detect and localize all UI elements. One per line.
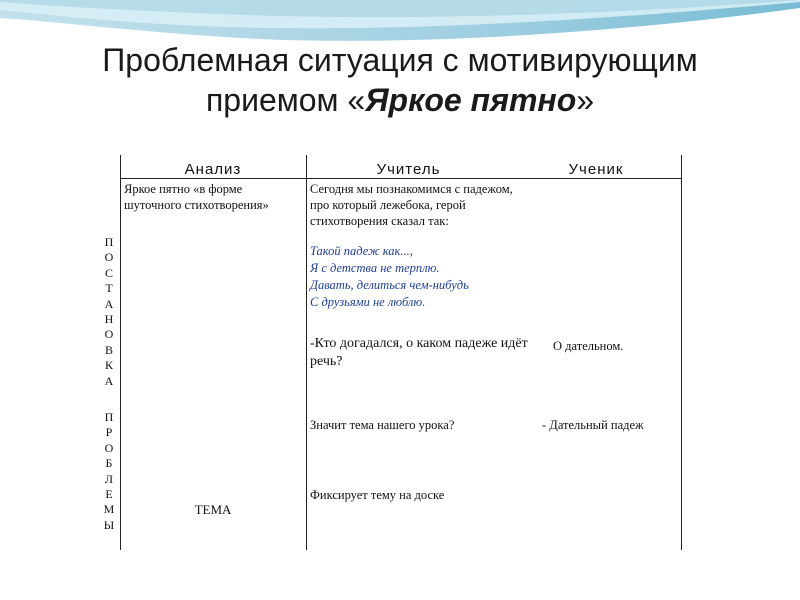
title-prefix: приемом « [205,82,366,118]
title-line-1: Проблемная ситуация с мотивирующим [102,42,698,78]
student-answer-case: О дательном. [553,339,624,353]
teacher-question-case: -Кто догадался, о каком падеже идёт речь? [310,336,528,369]
teacher-poem [310,243,560,311]
teacher-question-theme: Значит тема нашего урока? [310,418,455,432]
poem-line: Давать, делиться чем-нибудь [310,278,469,292]
table-header-divider [120,178,681,179]
analysis-bright-spot: Яркое пятно «в форме шуточного стихотворения» [124,182,269,212]
student-answer-theme: - Дательный падеж [542,418,644,432]
title-suffix: » [576,82,595,118]
lesson-table [96,155,682,550]
header-analysis: Анализ [184,161,242,178]
table-divider [681,155,682,550]
table-divider [306,155,307,550]
poem-line: Я с детства не терплю. [310,261,440,275]
poem-line: С друзьями не люблю. [310,295,426,309]
header-teacher: Учитель [376,161,441,178]
stage-label-problem: П Р О Б Л Е М Ы [103,410,115,532]
table-divider [120,155,121,550]
analysis-theme: ТЕМА [194,502,232,517]
title-bright-spot: Яркое пятно [365,82,577,118]
title-line-2 [0,80,800,120]
teacher-intro: Сегодня мы познакомимся с падежом, про который лежебока, герой стихотворения сказал так: [310,182,513,228]
slide-title [0,40,800,120]
poem-line: Такой падеж как..., [310,244,413,258]
header-student: Ученик [568,161,624,178]
teacher-action: Фиксирует тему на доске [310,488,445,502]
stage-label-staging: П О С Т А Н О В К А [104,235,114,388]
